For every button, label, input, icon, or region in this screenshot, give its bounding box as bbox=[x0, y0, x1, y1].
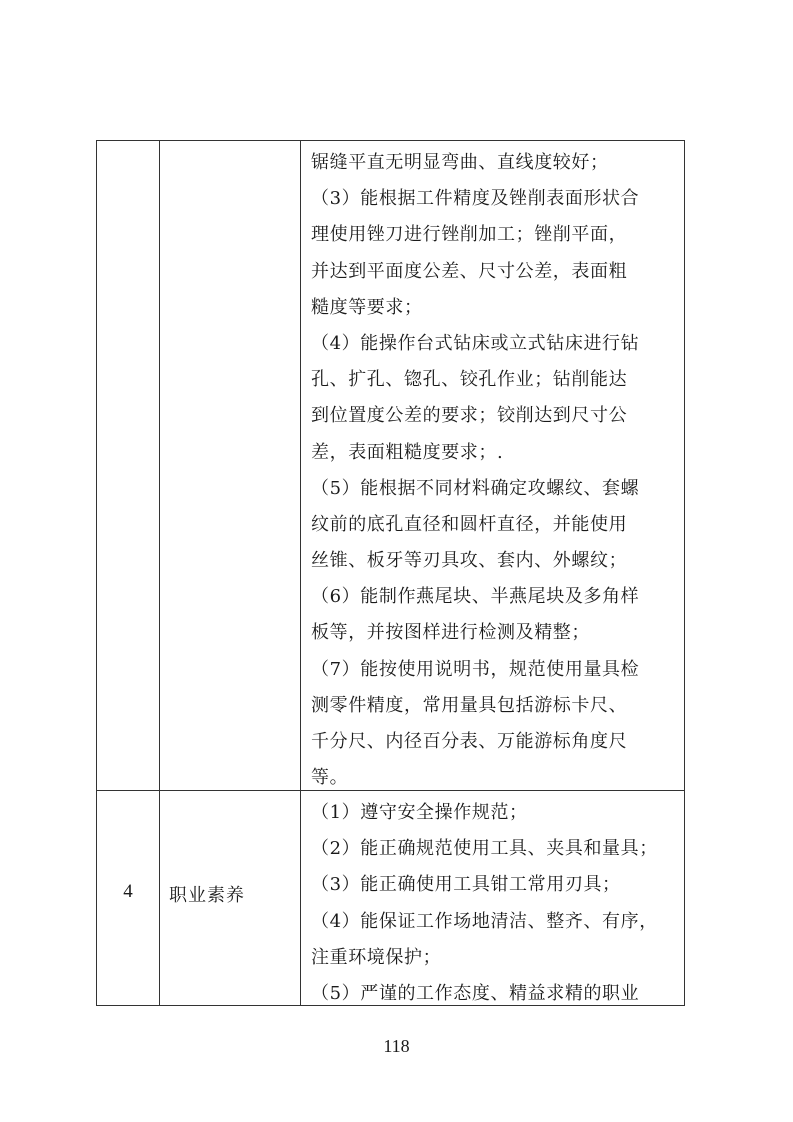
text-line: （3）能正确使用工具钳工常用刃具； bbox=[311, 874, 621, 896]
requirements-cell-row4 bbox=[311, 795, 681, 1012]
text-line: 注重环境保护； bbox=[311, 946, 442, 968]
text-line: 等。 bbox=[311, 767, 349, 789]
text-line: （7）能按使用说明书，规范使用量具检 bbox=[311, 658, 640, 680]
text-line: 到位置度公差的要求；铰削达到尺寸公 bbox=[311, 405, 628, 427]
text-line: 孔、扩孔、锪孔、铰孔作业；钻削能达 bbox=[311, 369, 628, 391]
text-line: （1）遵守安全操作规范； bbox=[311, 802, 528, 823]
text-line: （3）能根据工件精度及锉削表面形状合 bbox=[311, 188, 640, 210]
text-line: （5）严谨的工作态度、精益求精的职业 bbox=[311, 982, 640, 1004]
text-line: 差，表面粗糙度要求；. bbox=[311, 441, 504, 463]
text-line: 锯缝平直无明显弯曲、直线度较好； bbox=[311, 152, 609, 173]
text-line: （4）能操作台式钻床或立式钻床进行钻 bbox=[311, 332, 640, 354]
column-divider bbox=[300, 141, 301, 1005]
text-line: （6）能制作燕尾块、半燕尾块及多角样 bbox=[311, 586, 640, 608]
text-line: 丝锥、板牙等刃具攻、套内、外螺纹； bbox=[311, 550, 628, 572]
column-divider bbox=[159, 141, 160, 1005]
text-line: 千分尺、内径百分表、万能游标角度尺 bbox=[311, 731, 628, 752]
text-line: 理使用锉刀进行锉削加工；锉削平面， bbox=[311, 224, 628, 246]
page-number: 118 bbox=[383, 1036, 410, 1056]
standards-table bbox=[96, 140, 685, 1006]
text-line: 糙度等要求； bbox=[311, 296, 423, 318]
text-line: 并达到平面度公差、尺寸公差，表面粗 bbox=[311, 260, 628, 282]
text-line: （4）能保证工作场地清洁、整齐、有序， bbox=[311, 910, 658, 932]
row-name: 职业素养 bbox=[169, 885, 245, 906]
text-line: （5）能根据不同材料确定攻螺纹、套螺 bbox=[311, 477, 640, 499]
text-line: 纹前的底孔直径和圆杆直径，并能使用 bbox=[311, 513, 628, 535]
requirements-cell-continued bbox=[311, 145, 681, 796]
text-line: （2）能正确规范使用工具、夹具和量具； bbox=[311, 838, 658, 860]
text-line: 测零件精度，常用量具包括游标卡尺、 bbox=[311, 694, 628, 716]
row-number: 4 bbox=[123, 881, 133, 902]
text-line: 板等，并按图样进行检测及精整； bbox=[311, 622, 590, 644]
